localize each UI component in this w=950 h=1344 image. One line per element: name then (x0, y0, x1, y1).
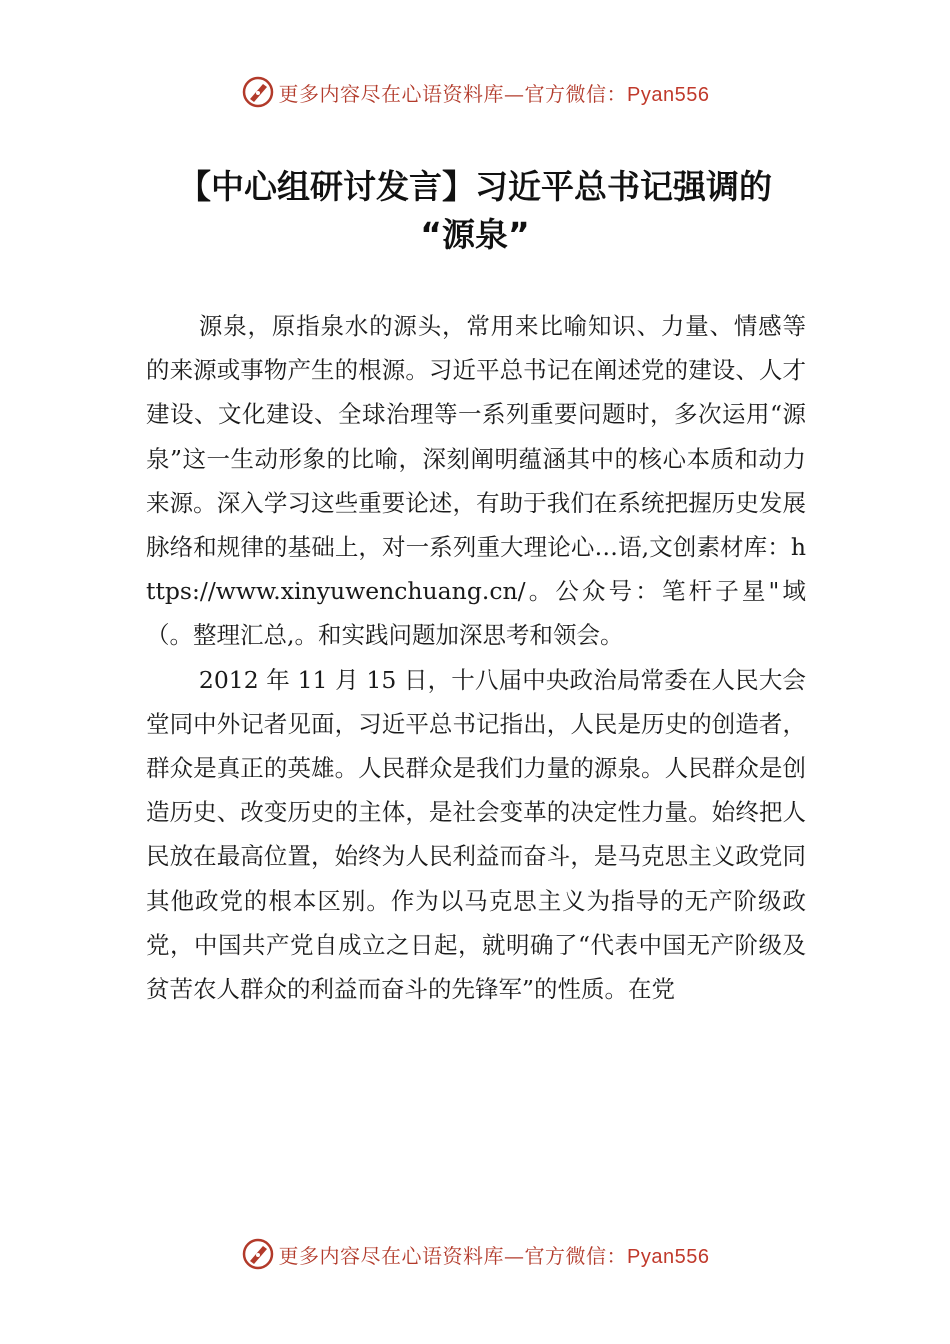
footer-banner (0, 1236, 950, 1272)
footer-wechat-id: Pyan556 (627, 1245, 710, 1268)
document-body (146, 304, 806, 1011)
paragraph-1: 源泉，原指泉水的源头，常用来比喻知识、力量、情感等的来源或事物产生的根源。习近平总书记在阐述党的建设、人才建设、文化建设、全球治理等一系列重要问题时，多次运用“源泉”这一生动形象的比喻，深刻阐明蕴涵其中的核心本质和动力来源。深入学习这些重要论述，有助于我们在系统把握历史发展脉络和规律的基础上，对一系列重大理论心…语,文创素材库：https://www.xinyuwenchuang.cn/。公众号：笔杆子星"域（。整理汇总,。和实践问题加深思考和领会。 (146, 312, 806, 650)
title-line-2: “源泉” (420, 215, 530, 254)
paragraph-2: 2012 年 11 月 15 日，十八届中央政治局常委在人民大会堂同中外记者见面，习近平总书记指出，人民是历史的创造者，群众是真正的英雄。人民群众是我们力量的源泉。人民群众是创造历史、改变历史的主体，是社会变革的决定性力量。始终把人民放在最高位置，始终为人民利益而奋斗，是马克思主义政党同其他政党的根本区别。作为以马克思主义为指导的无产阶级政党，中国共产党自成立之日起，就明确了“代表中国无产阶级及贫苦农人群众的利益而奋斗的先锋军”的性质。在党 (146, 665, 806, 1004)
pen-nib-logo-icon (241, 1237, 275, 1271)
pen-nib-logo-icon (241, 75, 275, 109)
header-banner-text: 更多内容尽在心语资料库—官方微信：Pyan556 (278, 81, 710, 106)
header-wechat-id: Pyan556 (627, 83, 710, 106)
document-title (100, 163, 850, 259)
footer-banner-text: 更多内容尽在心语资料库—官方微信：Pyan556 (278, 1243, 710, 1268)
title-line-1: 【中心组研讨发言】习近平总书记强调的 (178, 167, 772, 206)
header-banner (0, 74, 950, 110)
